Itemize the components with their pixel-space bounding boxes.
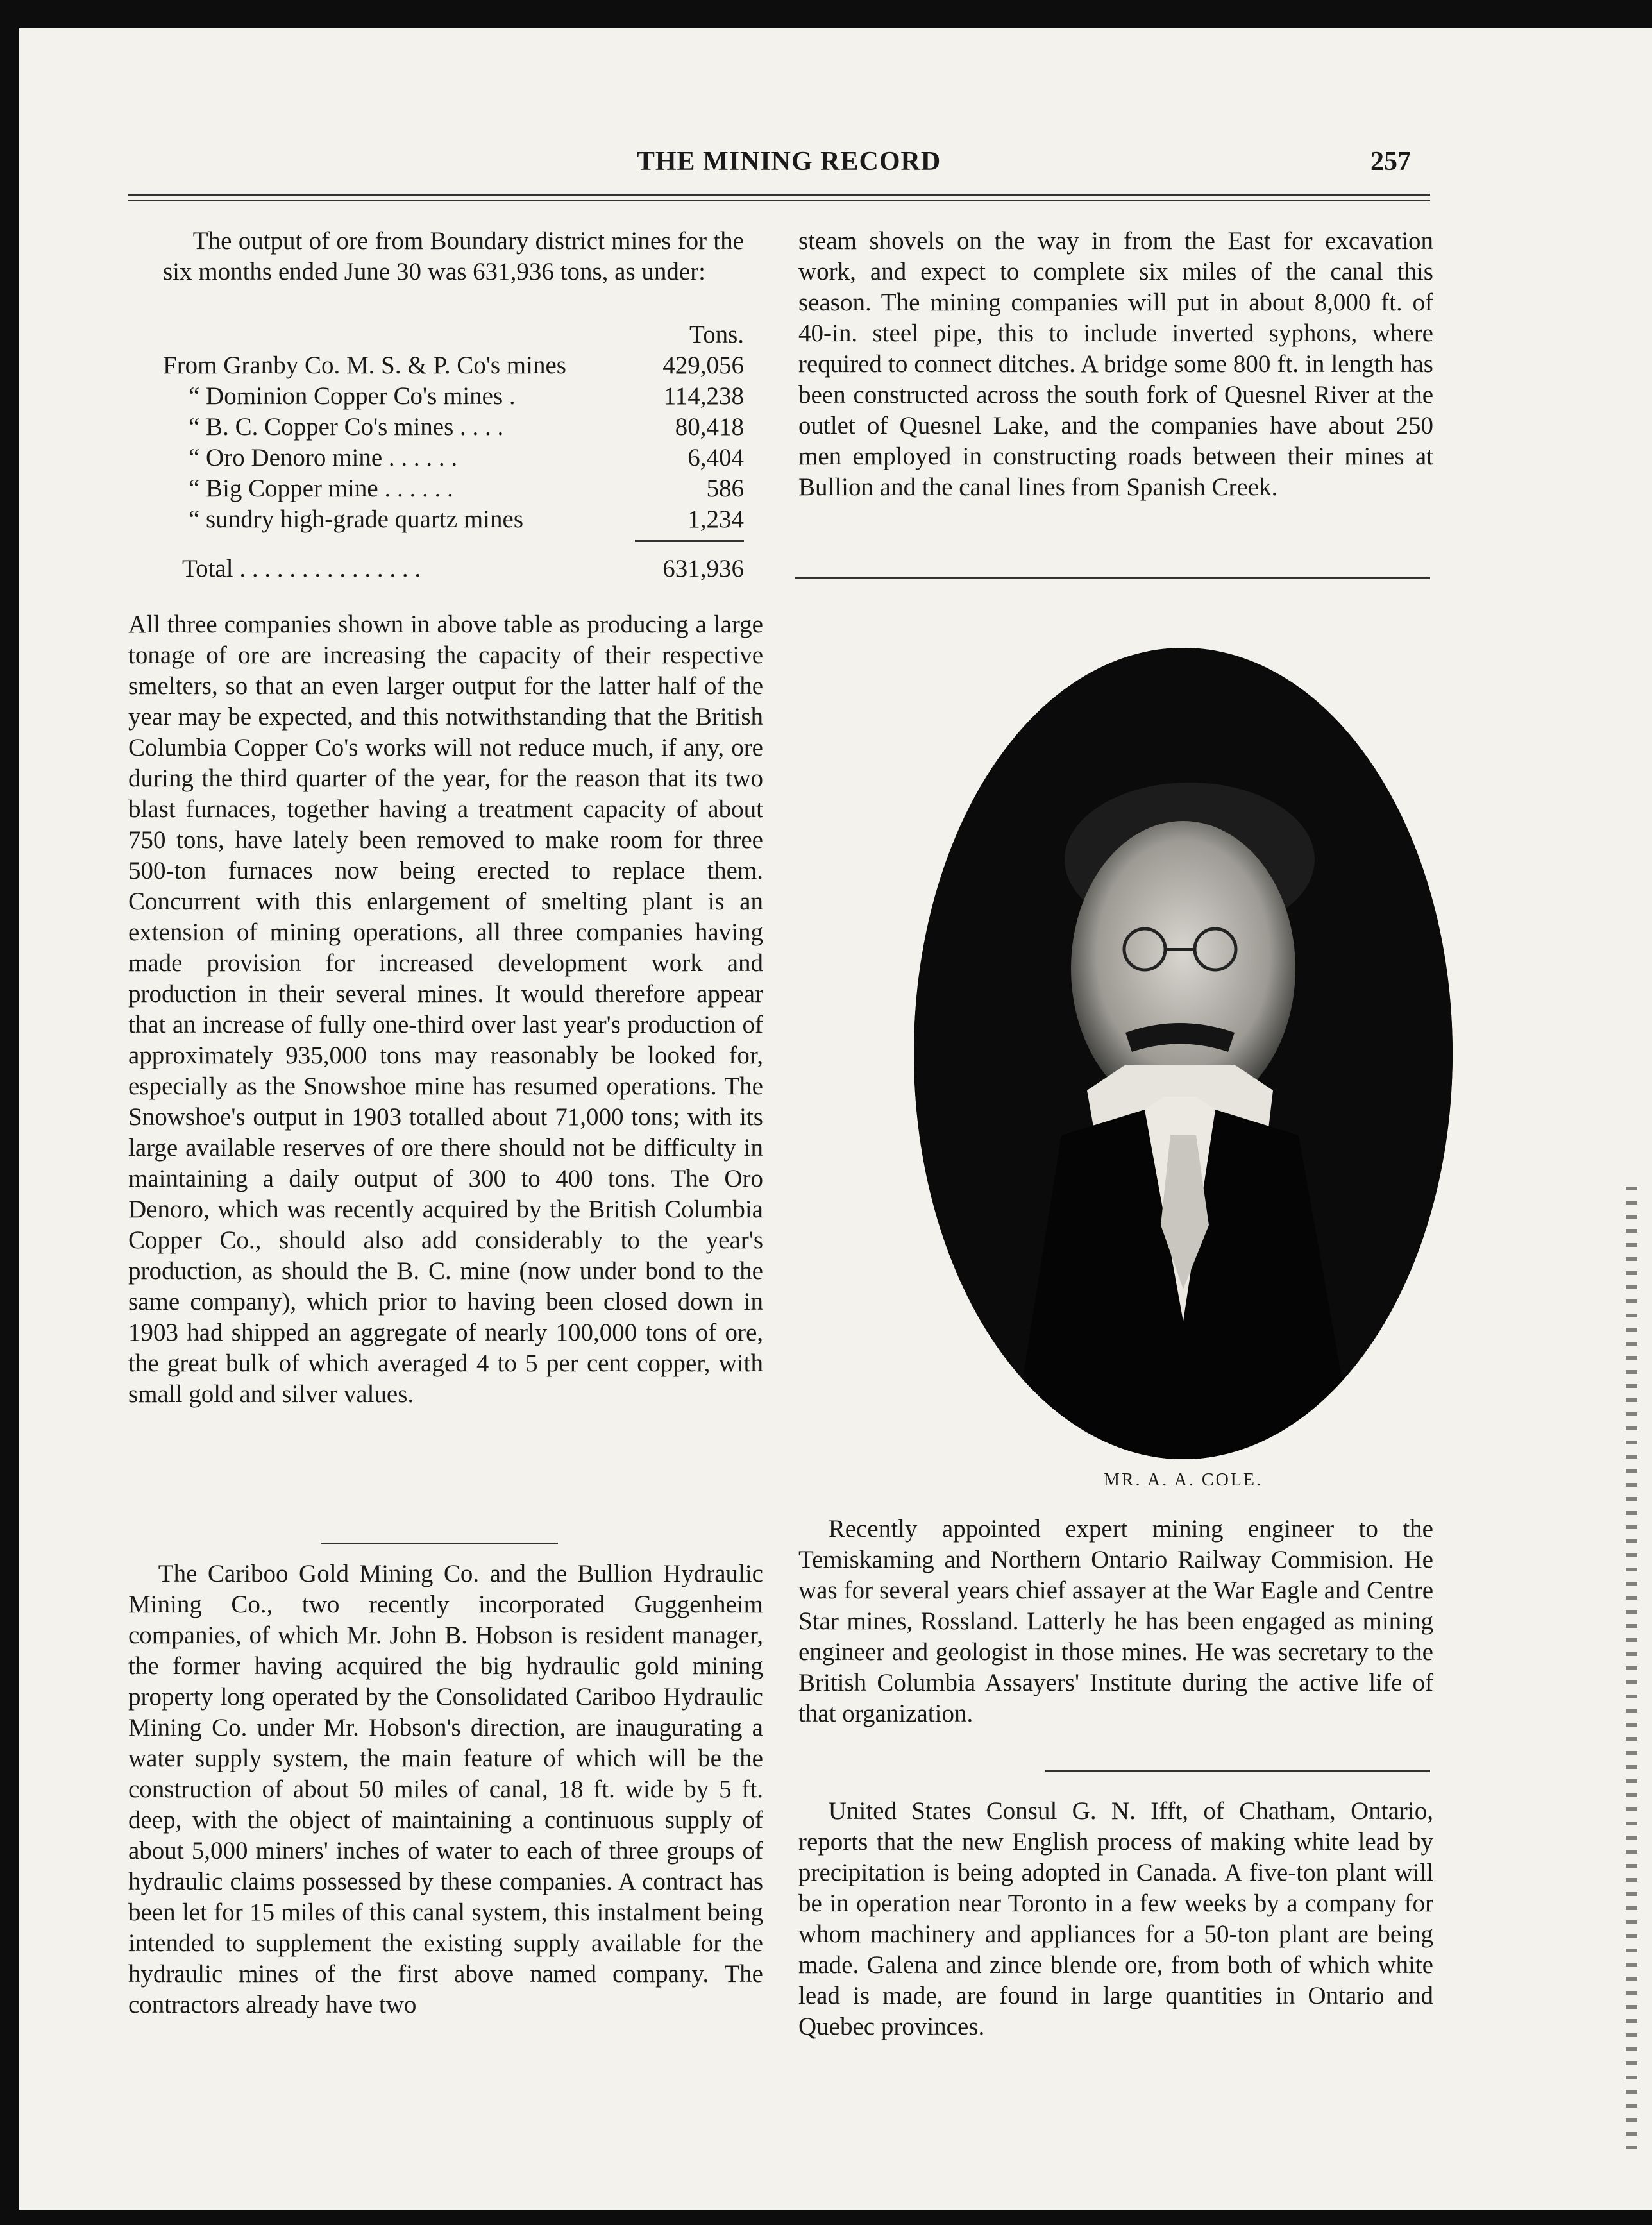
- table-row-label: “ Oro Denoro mine . . . . . .: [189, 444, 458, 471]
- right-column-top: [798, 226, 1433, 503]
- scan-border-left: [0, 0, 19, 2225]
- scan-edge-marks: [1626, 1187, 1637, 2149]
- photo-caption: MR. A. A. COLE.: [1103, 1470, 1263, 1490]
- table-row-value: 80,418: [675, 413, 744, 441]
- table-row: [163, 350, 744, 381]
- page-number: 257: [1370, 147, 1411, 176]
- cariboo-paragraph: The Cariboo Gold Mining Co. and the Bullion Hydraulic Mining Co., two recently incorporated Guggenheim companies, of which Mr. John B. Hobson is resident manager, the former having acquired the big hydraulic gold mining property long operated by the Consolidated Cariboo Hydraulic Mining Co. under Mr. Hobson's direction, are inaugurating a water supply system, the main feature of which will be the construction of about 50 miles of canal, 18 ft. wide by 5 ft. deep, with the object of maintaining a continuous supply of about 5,000 miners' inches of water to each of three groups of hydraulic claims possessed by these companies. A contract has been let for 15 miles of this canal system, this instalment being intended to supplement the existing supply available for the hydraulic mines of the first above named company. The contractors already have two: [128, 1560, 763, 2018]
- table-unit: Tons.: [689, 321, 744, 348]
- portrait-photo: [914, 648, 1453, 1459]
- scan-border-top: [0, 0, 1652, 28]
- table-row: [163, 473, 744, 504]
- table-row-label: “ Big Copper mine . . . . . .: [189, 475, 453, 502]
- table-total-value: 631,936: [662, 555, 744, 582]
- table-row: [163, 381, 744, 412]
- header-rule-thin: [128, 200, 1430, 201]
- table-row-label: “ Dominion Copper Co's mines .: [189, 382, 516, 410]
- whitelead-paragraph: United States Consul G. N. Ifft, of Chatham, Ontario, reports that the new English process of making white lead by precipitation is being adopted in Canada. A five-ton plant will be in operation near Toronto in a few weeks by a company for whom machinery and appliances for a 50-ton plant are being made. Galena and zince blende ore, from both of which white lead is made, are found in large quantities in Ontario and Quebec provinces.: [798, 1797, 1433, 2040]
- table-row-value: 586: [706, 475, 744, 502]
- table-row-value: 429,056: [662, 351, 744, 379]
- smelter-paragraph: All three companies shown in above table as producing a large tonage of ore are increasing the capacity of their respective smelters, so that an even larger output for the latter half of the year may be expected, and this notwithstanding that the British Columbia Copper Co's works will not reduce much, if any, ore during the third quarter of the year, for the reason that its two blast furnaces, together having a treatment capacity of about 750 tons, have lately been removed to make room for three 500-ton furnaces now being erected to replace them. Concurrent with this enlargement of smelting plant is an extension of mining operations, all three companies having made provision for increased development work and production in their several mines. It would therefore appear that an increase of fully one-third over last year's production of approximately 935,000 tons may reasonably be looked for, especially as the Snowshoe mine has resumed operations. The Snowshoe's output in 1903 totalled about 71,000 tons; with its large available reserves of ore there should not be difficulty in maintaining a daily output of 300 to 400 tons. The Oro Denoro, which was recently acquired by the British Columbia Copper Co., should also add considerably to the year's production, as should the B. C. mine (now under bond to the same company), which prior to having been closed down in 1903 had shipped an aggregate of nearly 100,000 tons of ore, the great bulk of which averaged 4 to 5 per cent copper, with small gold and silver values.: [128, 611, 763, 1408]
- table-row-label: “ sundry high-grade quartz mines: [189, 505, 524, 533]
- total-rule: [635, 540, 744, 542]
- table-total-row: [163, 554, 744, 584]
- section-divider: [321, 1543, 558, 1544]
- left-column-intro: [163, 226, 744, 287]
- table-total-label: Total . . . . . . . . . . . . . . .: [182, 555, 421, 582]
- table-row-label: From Granby Co. M. S. & P. Co's mines: [163, 351, 566, 379]
- section-divider: [1045, 1770, 1430, 1772]
- ore-output-table: [163, 319, 744, 584]
- table-row: [163, 443, 744, 473]
- portrait-figure: [914, 648, 1453, 1459]
- table-row-value: 114,238: [663, 382, 744, 410]
- table-row-value: 1,234: [687, 505, 744, 533]
- column-divider: [795, 577, 1430, 579]
- table-row: [163, 412, 744, 443]
- header-rule: [128, 194, 1430, 196]
- right-column-whitelead: [798, 1796, 1433, 2042]
- table-row: [163, 504, 744, 535]
- left-column-body: [128, 609, 763, 1410]
- cole-paragraph: Recently appointed expert mining engineer to the Temiskaming and Northern Ontario Railway Commision. He was for several years chief assayer at the War Eagle and Centre Star mines, Rossland. Latterly he has been engaged as mining engineer and geologist in those mines. He was secretary to the British Columbia Assayers' Institute during the active life of that organization.: [798, 1515, 1433, 1727]
- page-header: [0, 146, 1652, 185]
- intro-paragraph: The output of ore from Boundary district mines for the six months ended June 30 was 631,936 tons, as under:: [163, 227, 744, 285]
- table-row-value: 6,404: [687, 444, 744, 471]
- table-unit-row: [163, 319, 744, 350]
- page-title: THE MINING RECORD: [636, 147, 941, 176]
- right-column-cole: [798, 1514, 1433, 1729]
- table-row-label: “ B. C. Copper Co's mines . . . .: [189, 413, 504, 441]
- canal-paragraph: steam shovels on the way in from the East for excavation work, and expect to complete six miles of the canal this season. The mining companies will put in about 8,000 ft. of 40-in. steel pipe, this to include inverted syphons, where required to connect ditches. A bridge some 800 ft. in length has been constructed across the south fork of Quesnel River at the outlet of Quesnel Lake, and the companies have about 250 men employed in constructing roads between their mines at Bullion and the canal lines from Spanish Creek.: [798, 227, 1433, 501]
- left-column-cariboo: [128, 1559, 763, 2020]
- scan-border-bottom: [0, 2210, 1652, 2225]
